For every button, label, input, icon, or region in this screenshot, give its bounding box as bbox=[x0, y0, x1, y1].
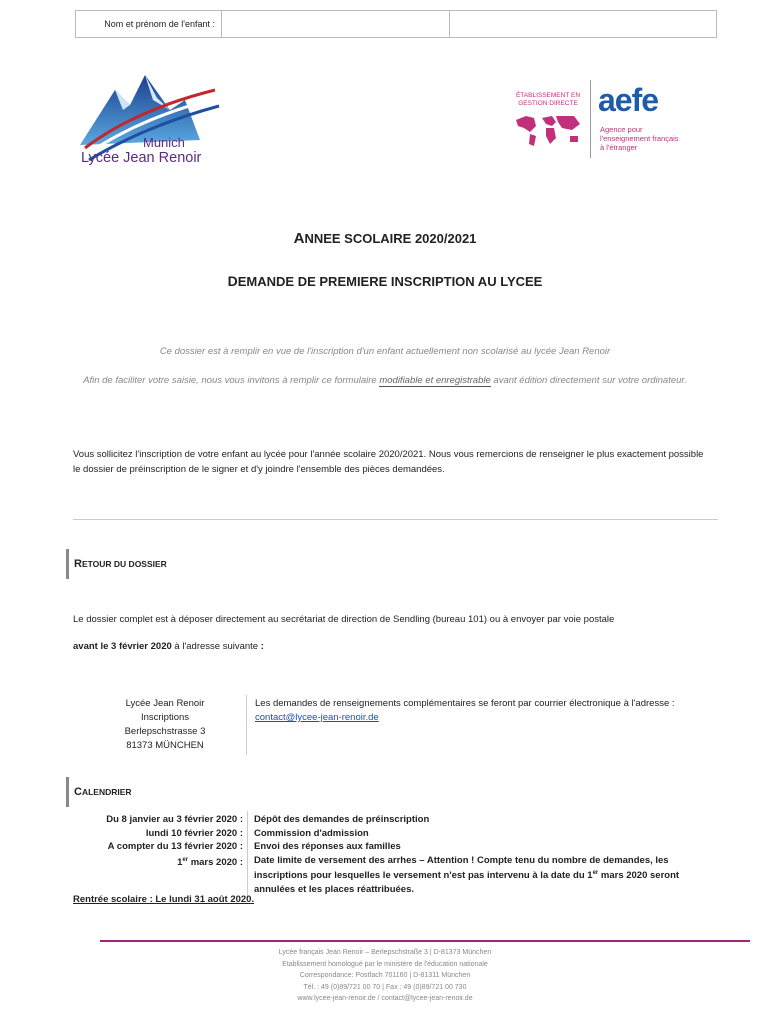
calendar-date-4-sup: er bbox=[182, 856, 189, 863]
address-line-1: Lycée Jean Renoir bbox=[125, 698, 205, 709]
intro-line-2-a: Afin de faciliter votre saisie, nous vous invitons à remplir ce formulaire bbox=[83, 375, 380, 386]
contact-text: Les demandes de renseignements complémentaires se feront par courrier électronique à l'adresse : bbox=[255, 698, 675, 709]
request-heading bbox=[0, 273, 770, 289]
child-name-label: Nom et prénom de l'enfant : bbox=[76, 11, 222, 37]
year-heading-rest: NNEE SCOLAIRE 2020/2021 bbox=[304, 231, 477, 246]
intro-paragraph: Vous sollicitez l'inscription de votre enfant au lycée pour l'année scolaire 2020/2021. Nous vous remercions de renseigner le plus exactement possible le dossier de préinscription de le signer et d'y joindre l'ensemble des pièces demandées. bbox=[73, 449, 704, 475]
calendar-event-4 bbox=[254, 854, 709, 897]
footer-line-3: Correspondance: Postfach 701160 | D-81311 München bbox=[299, 972, 471, 979]
aefe-subtitle bbox=[600, 125, 700, 152]
calendar-date-1: Du 8 janvier au 3 février 2020 : bbox=[106, 814, 243, 825]
logo-separator bbox=[590, 80, 591, 158]
calendar-event-3: Envoi des réponses aux familles bbox=[254, 841, 401, 852]
deadline-colon: : bbox=[260, 641, 264, 652]
address-line-4: 81373 MÜNCHEN bbox=[126, 740, 204, 751]
year-heading-initial: A bbox=[293, 230, 305, 247]
footer-divider bbox=[100, 940, 750, 942]
child-name-table bbox=[75, 10, 717, 38]
calendar-event-4-b: mars 2020 seront annulées et les places réattribuées. bbox=[254, 870, 680, 895]
request-heading-rest: EMANDE DE PREMIERE INSCRIPTION AU LYCEE bbox=[237, 274, 543, 289]
aefe-sub-line2: l'enseignement français bbox=[600, 134, 679, 143]
logo-city: Munich bbox=[143, 135, 185, 150]
logo-school-name: Lycée Jean Renoir bbox=[81, 150, 202, 166]
aefe-sub-line3: à l'étranger bbox=[600, 143, 638, 152]
section-calendrier bbox=[66, 777, 132, 807]
footer-line-2: Etablissement homologué par le ministère de l'éducation nationale bbox=[282, 960, 488, 968]
postal-address bbox=[95, 697, 235, 753]
calendar-separator bbox=[247, 811, 248, 896]
section-retour-rest: ETOUR DU DOSSIER bbox=[81, 559, 167, 569]
section-retour-initial: R bbox=[74, 558, 82, 570]
aefe-logo bbox=[512, 80, 702, 160]
calendar-date-2: lundi 10 février 2020 : bbox=[145, 827, 243, 839]
contact-email-link[interactable]: contact@lycee-jean-renoir.de bbox=[255, 712, 379, 723]
footer-line-4: Tél. : 49 (0)89/721 00 70 | Fax : 49 (0)89/721 00 730 bbox=[303, 983, 467, 991]
footer-line-1: Lycée français Jean Renoir – Berlepschstraße 3 | D-81373 München bbox=[278, 949, 492, 956]
calendar-date-4-day: 1 bbox=[177, 856, 183, 868]
child-name-extra-cell[interactable] bbox=[450, 11, 716, 37]
calendar-date-4 bbox=[73, 854, 243, 870]
intro-underlined: modifiable et enregistrable bbox=[379, 375, 491, 386]
calendar-events bbox=[254, 813, 709, 896]
lycee-jean-renoir-logo bbox=[75, 70, 225, 180]
school-start-date: Rentrée scolaire : Le lundi 31 août 2020. bbox=[73, 894, 255, 905]
divider bbox=[73, 519, 718, 520]
section-calendrier-rest: ALENDRIER bbox=[81, 787, 132, 797]
calendar-event-1: Dépôt des demandes de préinscription bbox=[254, 814, 430, 825]
calendar-date-3: A compter du 13 février 2020 : bbox=[107, 841, 243, 852]
request-heading-initial: D bbox=[227, 273, 238, 289]
calendar-event-4-sup: er bbox=[592, 870, 599, 876]
aefe-sub-line1: Agence pour bbox=[600, 125, 643, 134]
child-name-input-cell[interactable] bbox=[222, 11, 450, 37]
section-calendrier-initial: C bbox=[74, 786, 82, 798]
section-retour-dossier bbox=[66, 549, 167, 579]
contact-info bbox=[255, 697, 708, 725]
aefe-brand: aefe bbox=[598, 82, 659, 118]
school-year-heading bbox=[0, 230, 770, 247]
deadline-text bbox=[73, 641, 264, 652]
child-name-input[interactable] bbox=[222, 10, 449, 38]
deadline-rest: à l'adresse suivante bbox=[171, 641, 261, 652]
intro-line-2 bbox=[70, 374, 700, 388]
address-line-3: Berlepschstrasse 3 bbox=[124, 726, 206, 737]
calendar-dates bbox=[73, 813, 243, 869]
aefe-estab-label: ÉTABLISSEMENT EN GESTION DIRECTE bbox=[515, 92, 581, 107]
world-map-icon bbox=[512, 110, 584, 150]
address-line-2: Inscriptions bbox=[140, 712, 190, 723]
intro-line-1: Ce dossier est à remplir en vue de l'inscription d'un enfant actuellement non scolarisé au lycée Jean Renoir bbox=[159, 346, 611, 357]
calendar-date-4-rest: mars 2020 : bbox=[188, 856, 243, 868]
dossier-instructions: Le dossier complet est à déposer directement au secrétariat de direction de Sendling (bureau 101) ou à envoyer par voie postale bbox=[73, 614, 615, 625]
footer bbox=[100, 947, 670, 1005]
calendar-event-4-a: Date limite de versement des arrhes – Attention ! Compte tenu du nombre de demandes, les inscriptions pour lesquelles le versement n'est pas intervenu à la date du 1 bbox=[254, 854, 669, 882]
footer-line-5[interactable]: www.lycee-jean-renoir.de / contact@lycee-jean-renoir.de bbox=[297, 995, 473, 1002]
calendar-event-2: Commission d'admission bbox=[254, 827, 369, 839]
intro-line-2-b: avant édition directement sur votre ordinateur. bbox=[490, 375, 687, 386]
address-separator bbox=[246, 695, 247, 755]
deadline-date: avant le 3 février 2020 bbox=[73, 641, 172, 652]
